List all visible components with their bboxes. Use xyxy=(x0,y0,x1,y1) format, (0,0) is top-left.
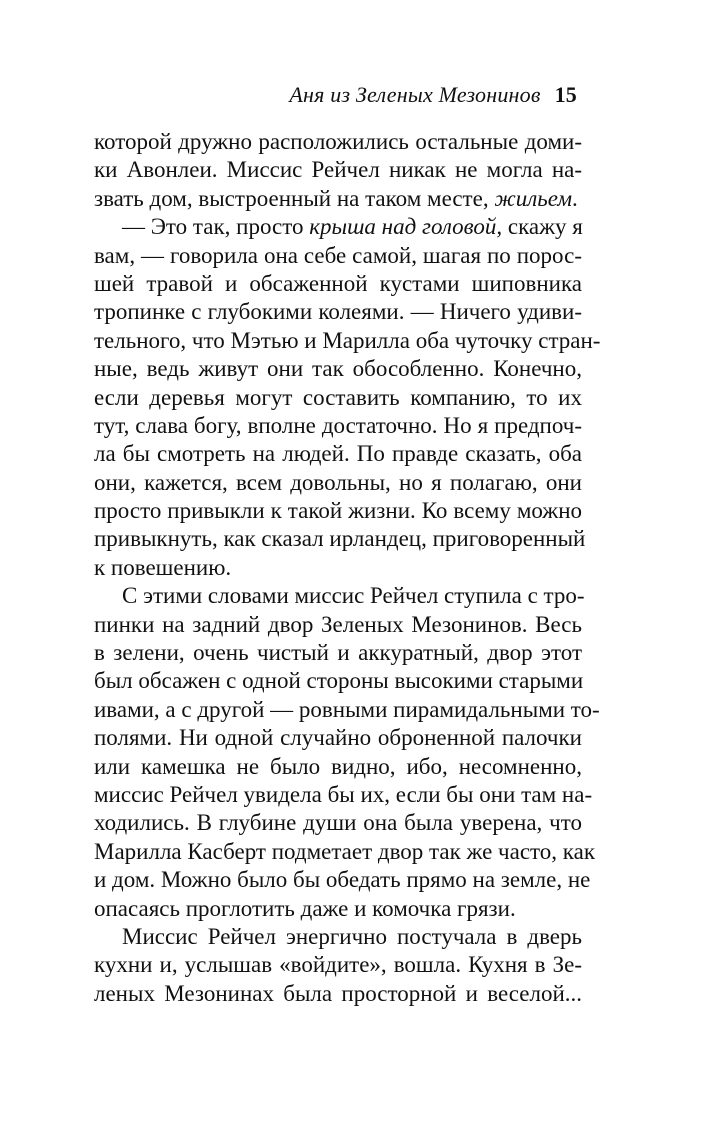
text-line: вам, — говорила она себе самой, шагая по порос- xyxy=(94,242,582,268)
text-line: тут, слава богу, вполне достаточно. Но я предпоч- xyxy=(94,412,582,438)
text-line: тропинке с глубокими колеями. — Ничего удиви- xyxy=(94,299,582,325)
emphasis: жильем xyxy=(494,185,573,211)
text-line: ные, ведь живут они так обособленно. Конечно, xyxy=(94,356,582,382)
text-line: полями. Ни одной случайно оброненной палочки xyxy=(94,725,582,751)
paragraph xyxy=(94,213,601,582)
paragraph xyxy=(94,923,582,1008)
page-number: 15 xyxy=(554,82,577,107)
text-line: и дом. Можно было бы обедать прямо на земле, не xyxy=(94,867,591,893)
book-title: Аня из Зеленых Мезонинов xyxy=(289,82,541,107)
text-line: звать дом, выстроенный на таком месте, жильем. xyxy=(94,185,578,211)
text-line: или камешка не было видно, ибо, несомненно, xyxy=(94,753,582,779)
text-line: Миссис Рейчел энергично постучала в дверь xyxy=(122,923,582,949)
emphasis: крыша над головой, xyxy=(309,214,503,240)
paragraph xyxy=(94,128,582,213)
text-line: ивами, а с другой — ровными пирамидальными то- xyxy=(94,696,600,722)
text-line: привыкнуть, как сказал ирландец, приговоренный xyxy=(94,526,586,552)
text-line: опасаясь проглотить даже и комочка грязи. xyxy=(94,895,516,921)
text-line: С этими словами миссис Рейчел ступила с тро- xyxy=(122,583,585,609)
running-header xyxy=(289,82,577,108)
text-line: ки Авонлеи. Миссис Рейчел никак не могла на- xyxy=(94,157,582,183)
text-line: к повешению. xyxy=(94,554,232,580)
text-line: тельного, что Мэтью и Марилла оба чуточку стран- xyxy=(94,327,601,353)
text-line: в зелени, очень чистый и аккуратный, двор этот xyxy=(94,640,582,666)
text-line: — Это так, просто крыша над головой, скажу я xyxy=(122,214,583,240)
text-line: Марилла Касберт подметает двор так же часто, как xyxy=(94,838,595,864)
text-line: просто привыкли к такой жизни. Ко всему можно xyxy=(94,498,582,524)
text-line: кухни и, услышав «войдите», вошла. Кухня в Зе- xyxy=(94,952,582,978)
text-line: миссис Рейчел увидела бы их, если бы они там на- xyxy=(94,781,593,807)
text-line: пинки на задний двор Зеленых Мезонинов. Весь xyxy=(94,611,582,637)
text-line: которой дружно расположились остальные доми- xyxy=(94,129,582,154)
text-line: они, кажется, всем довольны, но я полагаю, они xyxy=(94,469,582,495)
text-line: ла бы смотреть на людей. По правде сказать, оба xyxy=(94,441,582,467)
text-line: если деревья могут составить компанию, то их xyxy=(94,384,582,410)
body-text xyxy=(94,128,601,1008)
text-line: шей травой и обсаженной кустами шиповника xyxy=(94,270,582,296)
paragraph xyxy=(94,582,600,923)
text-line: леных Мезонинах была просторной и веселой... xyxy=(94,980,582,1006)
text-line: ходились. В глубине души она была уверена, что xyxy=(94,810,582,836)
text-line: был обсажен с одной стороны высокими старыми xyxy=(94,668,584,694)
